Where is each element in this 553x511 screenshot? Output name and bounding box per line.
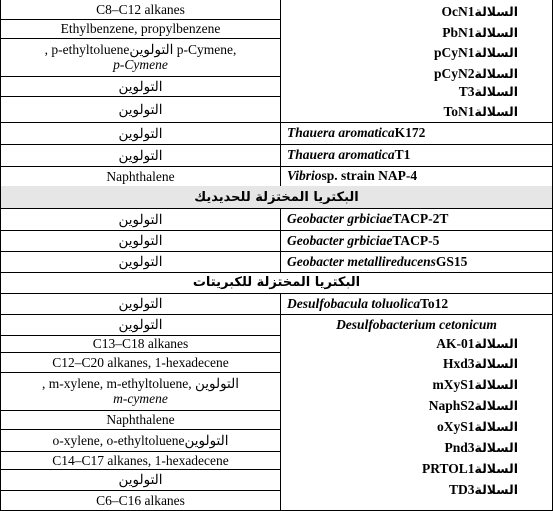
strain-name: PRTOL1السلالة [421,461,518,476]
strain-name: OcN1السلالة [441,4,518,19]
section-header [0,186,553,208]
organism-name: Geobacter grbiciae [287,232,393,248]
compound-line: , m-xylene, m-ethyltoluene, التولوين [41,376,239,391]
strain-id: To12 [420,295,449,311]
compound-cell [0,372,281,410]
compound-cell: C8–C12 alkanes [0,0,281,19]
compound-line: m-cymene [113,391,168,406]
strain-id: K172 [394,125,426,140]
organism-name: Geobacter grbiciae [287,211,393,226]
compound-cell: التولوين [0,122,281,144]
organism-name: Desulfobacterium cetonicum [336,317,497,332]
strain-name: mXyS1السلالة [432,377,518,392]
organism-cell [281,144,553,166]
compound-cell: التولوين [0,208,281,230]
strain-id: T1 [394,147,411,162]
compound-cell: التولوين [0,144,281,166]
compound-cell: C13–C18 alkanes [0,335,281,352]
compound-line: , p-ethyltolueneالتولوين p-Cymene, [44,42,237,57]
organism-name: Thauera aromatica [287,147,395,162]
organism-cell [281,230,553,251]
organism-cell [281,293,553,314]
strain-id: TACP-2T [392,211,449,226]
strain-name: T3السلالة [458,84,518,99]
compound-cell: التولوين [0,230,281,251]
compound-cell: C12–C20 alkanes, 1-hexadecene [0,352,281,372]
table-row [0,293,553,314]
organism-name: Geobacter metallireducens [287,253,436,269]
section-title: البكتريا المختزلة للكبريتات [192,275,361,290]
strain-name: AK-01السلالة [436,336,518,351]
table-row [0,208,553,230]
compound-cell: Naphthalene [0,166,281,186]
strain-id: sp. strain NAP-4 [321,168,418,183]
compound-cell: التولوين [0,314,281,335]
table-row [0,251,553,272]
compound-cell: التولوين [0,96,281,122]
strain-name: ToN1السلالة [443,104,518,119]
table-row [0,166,553,186]
compound-cell: o-xylene, o-ethyltolueneالتولوين [0,429,281,451]
strain-name: oXyS1السلالة [437,419,518,434]
organism-name: Vibrio [287,168,322,183]
strain-name: PbN1السلالة [442,25,518,40]
strain-list-cell [281,314,553,510]
compound-cell: C14–C17 alkanes, 1-hexadecene [0,451,281,469]
table-row [0,144,553,166]
strain-name: pCyN1السلالة [434,45,518,60]
strain-name: NaphS2السلالة [428,398,518,413]
compound-cell: التولوين [0,76,281,96]
compound-cell: التولوين [0,469,281,490]
section-title: البكتريا المختزلة للحديديك [194,189,359,205]
section-header [0,272,553,293]
table-row [0,230,553,251]
organism-cell [281,122,553,144]
organism-name: Thauera aromatica [287,125,395,140]
compound-cell: التولوين [0,251,281,272]
strain-id: GS15 [435,253,468,269]
compound-cell: التولوين [0,293,281,314]
strain-name: Pnd3السلالة [444,440,518,455]
strain-list-cell [281,0,553,122]
organism-cell [281,208,553,230]
table-row [0,122,553,144]
strain-id: TACP-5 [392,232,440,248]
strain-name: pCyN2السلالة [434,66,518,81]
compound-cell: Naphthalene [0,410,281,429]
compound-cell [0,38,281,76]
compound-cell: Ethylbenzene, propylbenzene [0,19,281,38]
organism-cell [281,251,553,272]
strain-name: TD3السلالة [449,482,518,497]
organism-cell [281,166,553,186]
compound-cell: C6–C16 alkanes [0,490,281,510]
organism-name: Desulfobacula toluolica [287,295,421,311]
compound-line: p-Cymene [113,57,168,72]
strain-name: Hxd3السلالة [443,356,518,371]
